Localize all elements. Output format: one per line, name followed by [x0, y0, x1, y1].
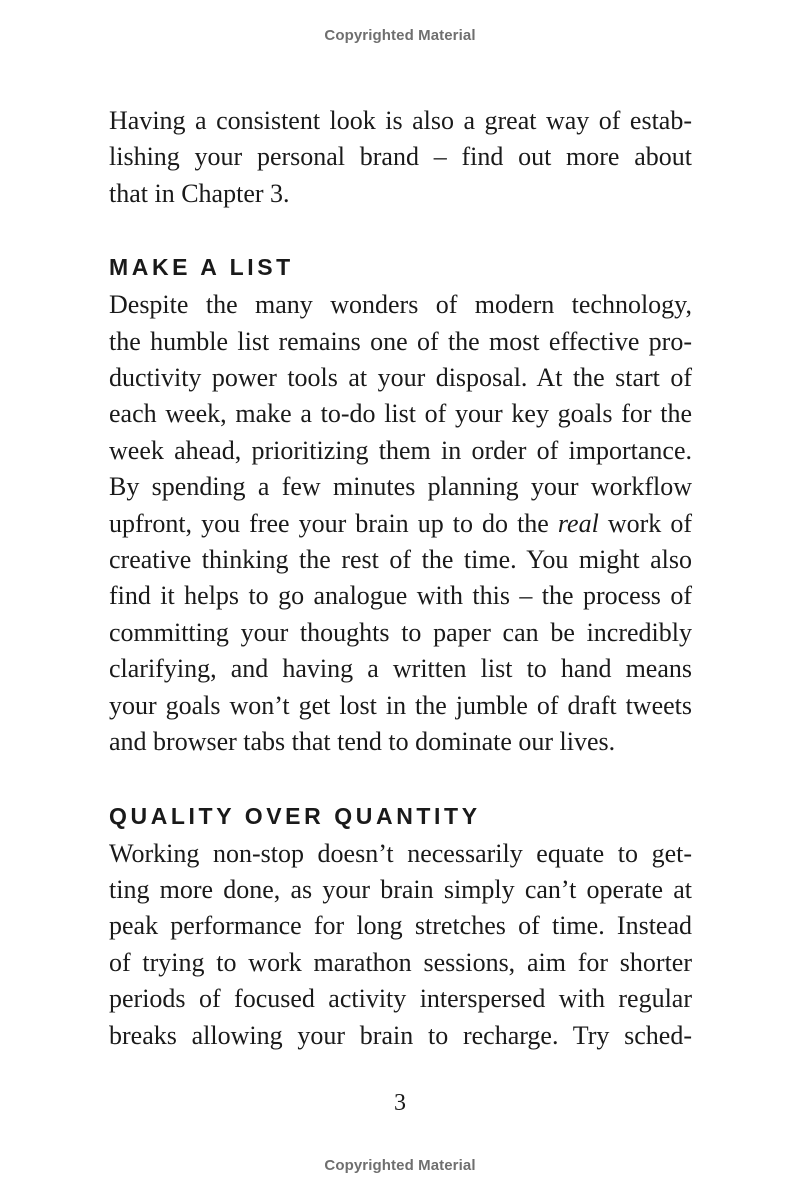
section-heading-quality-over-quantity: QUALITY OVER QUANTITY — [109, 802, 481, 829]
text-line: your goals won’t get lost in the jumble of draft tweets — [109, 690, 692, 720]
make-a-list-paragraph — [109, 287, 692, 760]
text-line: Working non-stop doesn’t necessarily equate to get- — [109, 838, 692, 868]
copyright-watermark-top: Copyrighted Material — [324, 27, 476, 44]
page-number: 3 — [394, 1090, 406, 1116]
text-line: peak performance for long stretches of time. Instead — [109, 911, 692, 941]
section-heading-make-a-list: MAKE A LIST — [109, 254, 294, 281]
text-line: Despite the many wonders of modern technology, — [109, 290, 692, 320]
text-line: week ahead, prioritizing them in order of importance. — [109, 435, 692, 465]
text-line: each week, make a to-do list of your key goals for the — [109, 399, 692, 429]
text-line: committing your thoughts to paper can be incredibly — [109, 617, 692, 647]
text-line: Having a consistent look is also a great way of estab- — [109, 106, 692, 135]
spacer — [109, 212, 692, 252]
quality-over-quantity-paragraph — [109, 836, 692, 1054]
text-line: that in Chapter 3. — [109, 178, 290, 208]
text-line: clarifying, and having a written list to hand means — [109, 654, 692, 684]
text-line: By spending a few minutes planning your workflow — [109, 472, 692, 502]
text-line: periods of focused activity interspersed with regular — [109, 984, 692, 1014]
text-segment: work of — [598, 508, 692, 538]
text-line-with-emphasis — [109, 506, 692, 542]
text-line: the humble list remains one of the most effective pro- — [109, 326, 692, 356]
text-line: find it helps to go analogue with this – the process of — [109, 581, 692, 611]
text-segment: upfront, you free your brain up to do the — [109, 508, 558, 538]
text-line: ductivity power tools at your disposal. At the start of — [109, 363, 692, 393]
text-line: lishing your personal brand – find out more about — [109, 142, 692, 172]
spacer — [109, 761, 692, 801]
text-line: breaks allowing your brain to recharge. Try sched- — [109, 1020, 692, 1050]
intro-paragraph — [109, 103, 692, 212]
emphasized-word: real — [557, 508, 599, 538]
text-line: creative thinking the rest of the time. You might also — [109, 545, 692, 575]
copyright-watermark-bottom: Copyrighted Material — [324, 1157, 476, 1174]
text-line: ting more done, as your brain simply can’t operate at — [109, 874, 692, 904]
text-line: of trying to work marathon sessions, aim for shorter — [109, 947, 692, 977]
text-line: and browser tabs that tend to dominate our lives. — [109, 727, 616, 757]
page-body — [109, 103, 692, 1054]
